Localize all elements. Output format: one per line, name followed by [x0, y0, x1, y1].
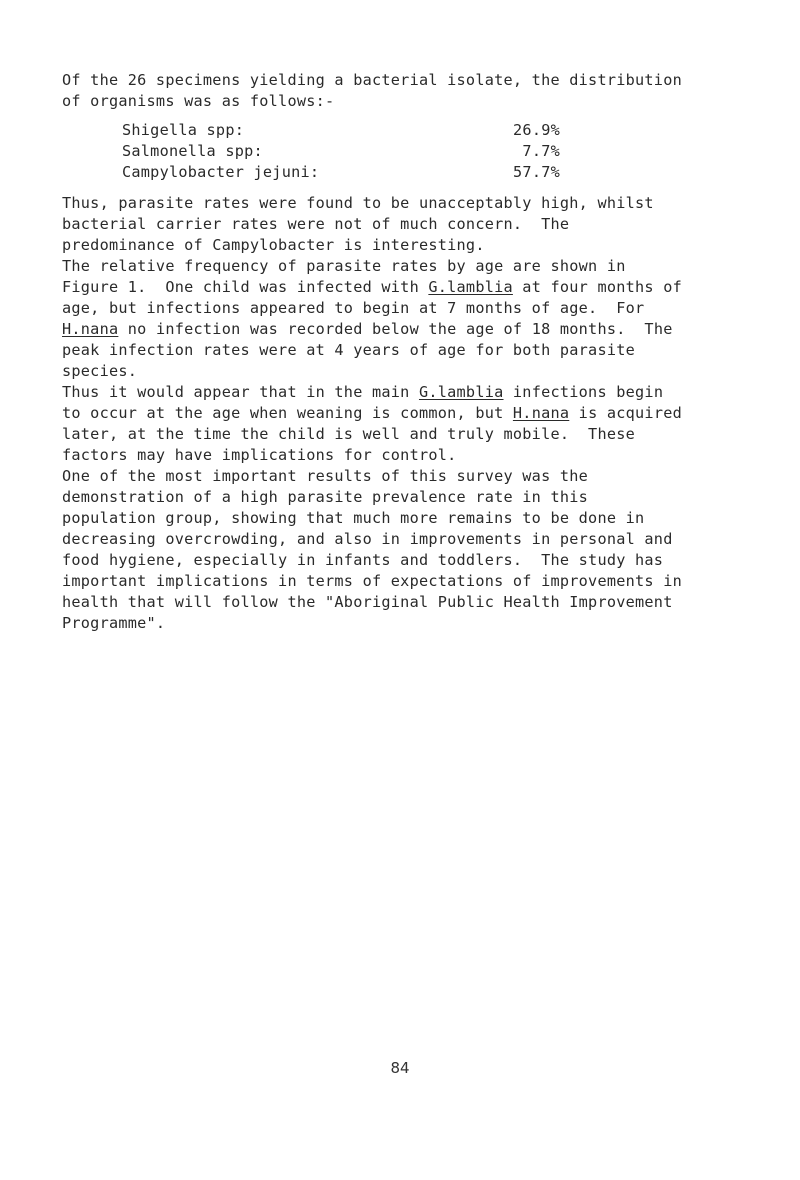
paragraph-text: The relative frequency of parasite rates by age are shown in Figure 1. One child was infected with	[62, 257, 626, 296]
species-name-g-lamblia: G.lamblia	[428, 278, 513, 296]
paragraph-text: no infection was recorded below the age of 18 months. The peak infection rates were at 4 years of age for both parasite species.	[62, 320, 673, 380]
species-name-h-nana: H.nana	[62, 320, 119, 338]
species-name-h-nana: H.nana	[512, 404, 570, 422]
organism-name: Salmonella spp:	[122, 142, 263, 160]
organism-percentage: 26.9%	[513, 121, 560, 139]
distribution-row	[122, 141, 560, 162]
paragraph-text: Thus it would appear that in the main	[62, 383, 419, 401]
conclusion-paragraph: One of the most important results of this survey was the demonstration of a high parasite prevalence rate in this population group, showing that much more remains to be done in decreasing overcrowding, and also in improvements in personal and food hygiene, especially in infants and toddlers. The study has important implications in terms of expectations of improvements in health that will follow the "Aboriginal Public Health Improvement Programme".	[62, 467, 682, 632]
infection-onset-paragraph	[62, 382, 782, 466]
age-frequency-paragraph	[62, 256, 782, 382]
organism-name: Campylobacter jejuni:	[122, 163, 320, 181]
parasite-rates-paragraph: Thus, parasite rates were found to be unacceptably high, whilst bacterial carrier rates were not of much concern. The predominance of Campylobacter is interesting.	[62, 194, 654, 254]
distribution-row	[122, 162, 560, 183]
species-name-g-lamblia: G.lamblia	[418, 383, 504, 401]
paragraph-text: infections begin to occur at the age when weaning is common, but	[62, 383, 664, 422]
organism-name: Shigella spp:	[122, 121, 245, 139]
paragraph-text: is acquired later, at the time the child is well and truly mobile. These factors may have implications for control.	[62, 404, 683, 464]
distribution-row	[122, 120, 560, 141]
page-number: 84	[390, 1059, 410, 1077]
organism-percentage: 57.7%	[513, 163, 560, 181]
paragraph-text: at four months of age, but infections appeared to begin at 7 months of age. For	[62, 278, 682, 317]
intro-paragraph: Of the 26 specimens yielding a bacterial isolate, the distribution of organisms was as follows:-	[62, 71, 682, 110]
organism-percentage: 7.7%	[522, 142, 560, 160]
organism-distribution-list	[122, 120, 560, 183]
